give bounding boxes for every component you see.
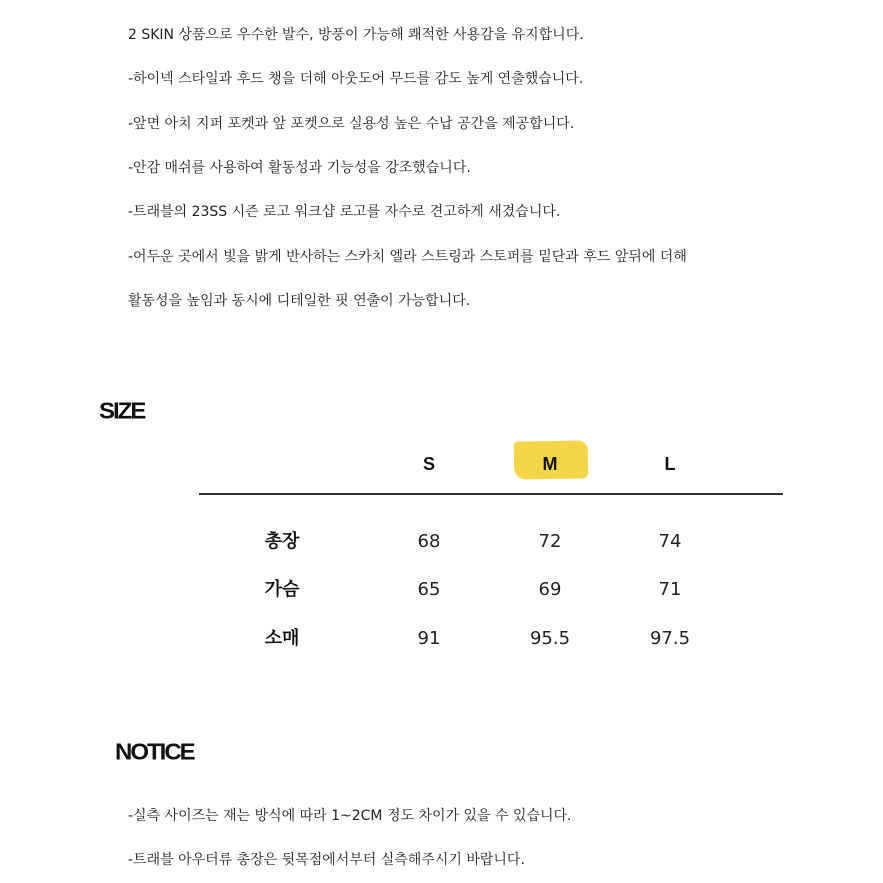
notice-line: -실측 사이즈는 재는 방식에 따라 1~2CM 정도 차이가 있을 수 있습니다. (128, 808, 572, 824)
table-cell: 69 (538, 579, 562, 600)
table-cell: 91 (417, 628, 441, 649)
notice-section-title: NOTICE (115, 739, 194, 766)
description-line: -안감 매쉬를 사용하여 활동성과 기능성을 강조했습니다. (128, 160, 471, 176)
row-label-chest: 가슴 (264, 579, 300, 600)
description-line: -트래블의 23SS 시즌 로고 워크샵 로고를 자수로 견고하게 새겼습니다. (128, 204, 561, 220)
table-cell: 74 (658, 531, 682, 552)
description-line: -앞면 아치 지퍼 포켓과 앞 포켓으로 실용성 높은 수납 공간을 제공합니다. (128, 116, 575, 132)
table-cell: 71 (658, 579, 682, 600)
table-cell: 95.5 (529, 628, 571, 649)
description-line: 2 SKIN 상품으로 우수한 발수, 방풍이 가능해 쾌적한 사용감을 유지합니다. (128, 27, 584, 43)
notice-line: -트래블 아우터류 총장은 뒷목점에서부터 실측해주시기 바랍니다. (128, 852, 525, 868)
description-line: -하이넥 스타일과 후드 챙을 더해 아웃도어 무드를 감도 높게 연출했습니다. (128, 71, 584, 87)
size-section-title: SIZE (99, 398, 145, 425)
size-header-l: L (664, 454, 676, 474)
table-cell: 97.5 (649, 628, 691, 649)
description-line: 활동성을 높임과 동시에 디테일한 핏 연출이 가능합니다. (128, 293, 471, 309)
table-divider (199, 493, 783, 495)
row-label-length: 총장 (264, 531, 300, 552)
size-header-s: S (422, 454, 435, 474)
table-cell: 65 (417, 579, 441, 600)
table-cell: 72 (538, 531, 562, 552)
description-line: -어두운 곳에서 빛을 밝게 반사하는 스카치 엘라 스트링과 스토퍼를 밑단과 후드 앞뒤에 더해 (128, 249, 687, 265)
size-header-m: M (542, 454, 558, 474)
table-cell: 68 (417, 531, 441, 552)
row-label-sleeve: 소매 (264, 628, 300, 649)
